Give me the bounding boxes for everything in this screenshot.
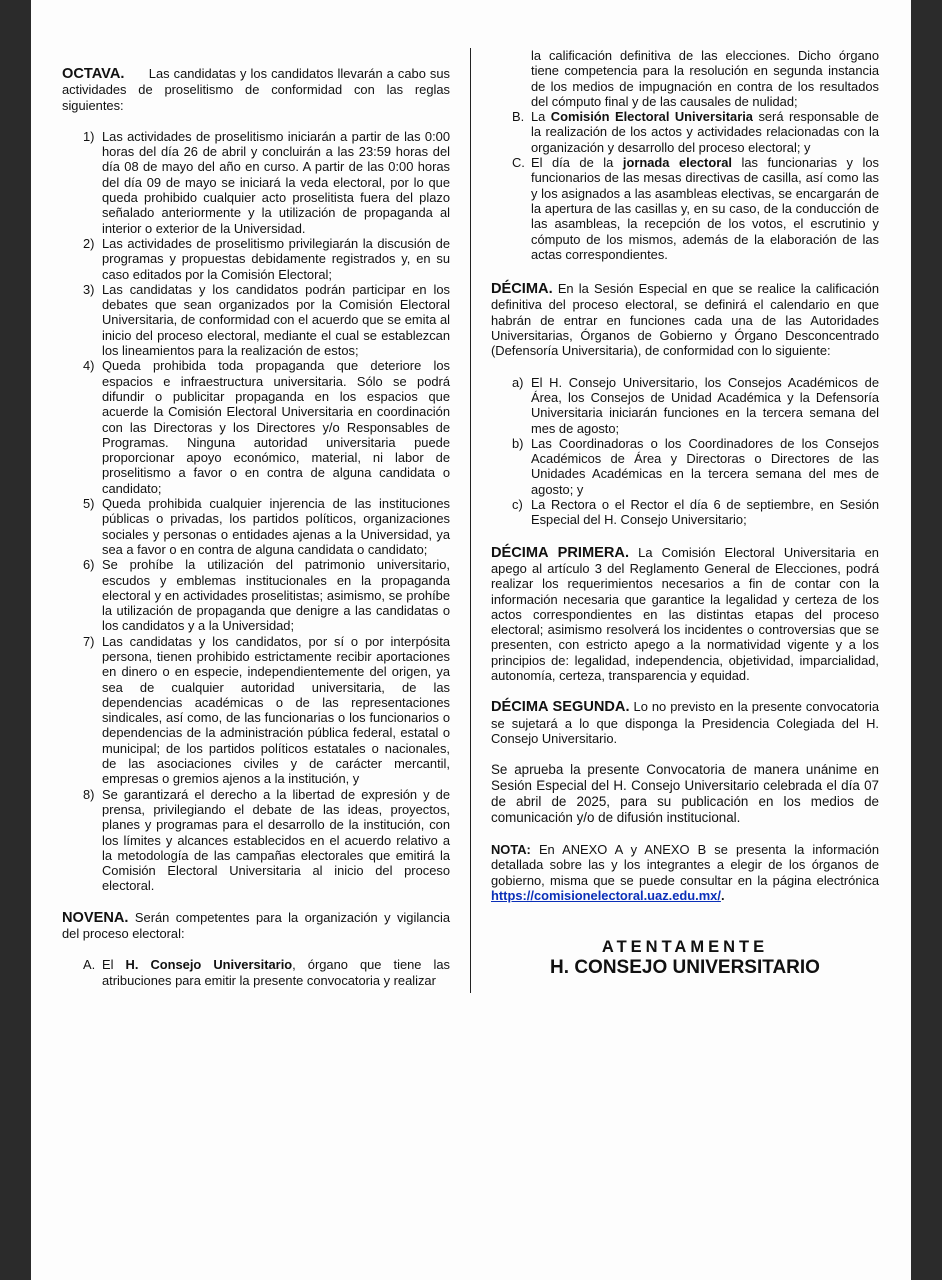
novena-section [62, 910, 450, 942]
decima-primera-heading: DÉCIMA PRIMERA. [491, 544, 629, 561]
decima-segunda-heading: DÉCIMA SEGUNDA. [491, 699, 630, 716]
list-item: 7) Las candidatas y los candidatos, por sí o por interpósita persona, tienen prohibido estrictamente recibir aportaciones en dinero o en especie, independientemente del origen, ya sea de cualquier autoridad universitaria, de las dependencias académicas o de las representaciones sindicales, así como, de las funcionarias o los funcionarios o dependencias de la administración pública federal, estatal o municipal; de los partidos políticos estatales o nacionales, de las asociaciones civiles y de carácter mercantil, empresas o gremios ajenos a la institución, y [83, 633, 450, 787]
list-item: A. El H. Consejo Universitario, órgano que tiene las atribuciones para emitir la presente convocatoria y realizar [83, 957, 450, 988]
nota-paragraph: NOTA: En ANEXO A y ANEXO B se presenta la información detallada sobre las y los integrantes a elegir de los órganos de gobierno, misma que se puede consultar en la página electrónica https://comisionelectoral.uaz.edu.mx/. [491, 842, 879, 904]
left-column [62, 48, 450, 988]
nota-text: En ANEXO A y ANEXO B se presenta la información detallada sobre las y los integrantes a elegir de los órganos de gobierno, misma que se puede consultar en la página electrónica [491, 842, 879, 888]
right-column [491, 48, 879, 979]
octava-heading: OCTAVA. [62, 66, 125, 82]
octava-list [83, 128, 450, 894]
novena-list-continued [512, 48, 879, 262]
decima-intro: En la Sesión Especial en que se realice la calificación definitiva del proceso electoral, se definirá el calendario en que habrán de entrar en funciones cada una de las Autoridades Universitarias, Órganos de Gobierno y Órgano Desconcentrado (Defensoría Universitaria), de conformidad con lo siguiente: [491, 281, 879, 359]
document-page [31, 0, 911, 1280]
list-item: 3) Las candidatas y los candidatos podrán participar en los debates que sean organizados por la Comisión Electoral Universitaria, de conformidad con el acuerdo que se emita al inicio del proceso electoral, mediante el cual se establezcan los lineamientos para la realización de estos; [83, 281, 450, 359]
novena-heading: NOVENA. [62, 909, 129, 926]
nota-label: NOTA: [491, 842, 531, 858]
decima-heading: DÉCIMA. [491, 281, 553, 298]
list-item: c) La Rectora o el Rector el día 6 de septiembre, en Sesión Especial del H. Consejo Universitario; [512, 497, 879, 528]
list-item: la calificación definitiva de las elecciones. Dicho órgano tiene competencia para la resolución en segunda instancia de los medios de impugnación en contra de los resultados del cómputo final y de las causales de nulidad; [531, 48, 879, 109]
closing-atentamente: ATENTAMENTE [601, 938, 769, 957]
list-item: 5) Queda prohibida cualquier injerencia de las instituciones públicas o privadas, los partidos políticos, organizaciones sociales y personas o entidades ajenas a la Universidad, ya sea a favor o en contra de alguna candidata o candidato; [83, 496, 450, 557]
list-item: 2) Las actividades de proselitismo privilegiarán la discusión de programas y propuestas debidamente registrados y, en su caso editados por la Comisión Electoral; [83, 235, 450, 282]
decima-primera-section [491, 545, 879, 684]
closing-block [491, 937, 879, 979]
octava-intro: Las candidatas y los candidatos llevarán a cabo sus actividades de proselitismo de conformidad con las reglas siguientes: [62, 66, 450, 113]
list-item: 1) Las actividades de proselitismo iniciarán a partir de las 0:00 horas del día 26 de abril y concluirán a las 23:59 horas del día 08 de mayo del año en curso. A partir de las 0:00 horas del día 09 de mayo se iniciará la veda electoral, por lo que queda prohibido cualquier acto proselitista fuera del plazo señalado anteriormente y la utilización de propaganda al interior o exterior de la Universidad. [83, 128, 450, 236]
octava-section [62, 66, 450, 113]
list-item: B. La Comisión Electoral Universitaria será responsable de la realización de los actos y actividades relacionadas con la organización y desarrollo del proceso electoral; y [512, 109, 879, 155]
novena-list [83, 957, 450, 988]
list-item: 4) Queda prohibida toda propaganda que deteriore los espacios e infraestructura universitaria. Sólo se podrá difundir o publicitar propaganda en los espacios que acuerde la Comisión Electoral Universitaria en coordinación con las Directoras y los Directores y/o Responsables de Programas. Ninguna autoridad universitaria puede proporcionar apoyo económico, material, ni labor de proselitismo a favor o en contra de alguna candidata o candidato; [83, 358, 450, 496]
approval-paragraph: Se aprueba la presente Convocatoria de manera unánime en Sesión Especial del H. Consejo Universitario celebrada el día 07 de abril de 2025, para su publicación en los medios de comunicación y/o de difusión institucional. [491, 762, 879, 826]
list-item: 8) Se garantizará el derecho a la libertad de expresión y de prensa, privilegiando el debate de las ideas, proyectos, planes y programas para el desarrollo de la institución, con los límites y alcances establecidos en el acuerdo relativo a la metodología de las campañas electorales que emitirá la Comisión Electoral Universitaria al inicio del proceso electoral. [83, 786, 450, 894]
list-item: b) Las Coordinadoras o los Coordinadores de los Consejos Académicos de Área y Directoras o Directores de las Unidades Académicas en la tercera semana del mes de agosto; y [512, 435, 879, 497]
decima-list [512, 374, 879, 528]
list-item: a) El H. Consejo Universitario, los Consejos Académicos de Área, los Consejos de Unidad Académica y la Defensoría Universitaria iniciarán funciones en la tercera semana del mes de agosto; [512, 374, 879, 436]
decima-segunda-section [491, 699, 879, 746]
closing-consejo: H. CONSEJO UNIVERSITARIO [550, 957, 820, 979]
list-item: 6) Se prohíbe la utilización del patrimonio universitario, escudos y emblemas institucionales en la propaganda electoral y en actividades proselitistas; asimismo, se prohíbe la utilización de propaganda que denigre a las candidatas o los candidatos y a la Universidad; [83, 557, 450, 634]
comision-electoral-link[interactable]: https://comisionelectoral.uaz.edu.mx/ [491, 888, 721, 904]
decima-segunda-text: Lo no previsto en la presente convocatoria se sujetará a lo que disponga la Presidencia Colegiada del H. Consejo Universitario. [491, 699, 879, 746]
decima-primera-text: La Comisión Electoral Universitaria en apego al artículo 3 del Reglamento General de Elecciones, podrá realizar los requerimientos necesarios a fin de contar con la información necesaria que garantice la legalidad y certeza de los actos correspondientes en las distintas etapas del proceso electoral; asimismo resolverá los incidentes o controversias que se presenten, con estricto apego a la normatividad vigente y a los principios de: legalidad, independencia, objetividad, imparcialidad, autonomía, certeza, transparencia y equidad. [491, 544, 879, 683]
list-item: C. El día de la jornada electoral las funcionarias y los funcionarios de las mesas directivas de casilla, así como las y los asignados a las asambleas electivas, se encargarán de la apertura de las casillas y, en su caso, de la conducción de las asambleas, la recepción de los votos, el escrutinio y cómputo de los mismos, además de la elaboración de las actas correspondientes. [512, 155, 879, 262]
decima-section [491, 281, 879, 358]
column-divider [470, 48, 471, 993]
novena-intro: Serán competentes para la organización y vigilancia del proceso electoral: [62, 909, 450, 942]
